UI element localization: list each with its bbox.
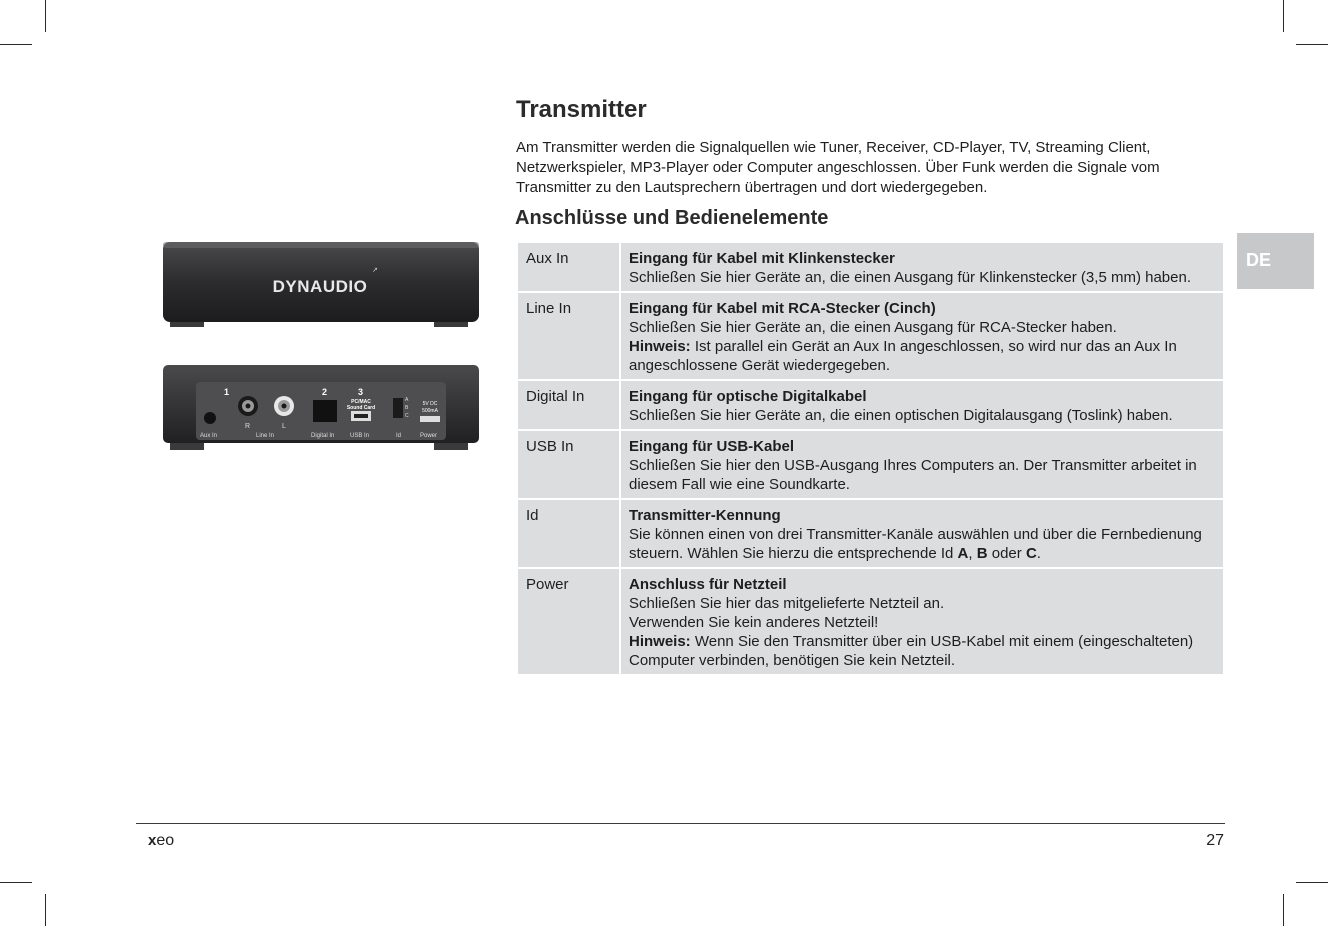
row-label: USB In <box>517 430 620 499</box>
rca-l-label: L <box>282 423 286 430</box>
table-row <box>517 292 1224 380</box>
row-heading: Eingang für Kabel mit RCA-Stecker (Cinch) <box>629 300 936 317</box>
row-label: Power <box>517 568 620 675</box>
row-heading: Eingang für Kabel mit Klinkenstecker <box>629 250 895 267</box>
row-text: Sie können einen von drei Transmitter-Kanäle auswählen und über die Fernbedienung steuern. Wählen Sie hierzu die entsprechende Id A, B oder C. <box>629 526 1202 562</box>
footer-divider <box>136 823 1225 824</box>
language-tab-de: DE <box>1237 233 1314 289</box>
port-number-2: 2 <box>322 387 328 397</box>
row-text-2: Verwenden Sie kein anderes Netzteil! <box>629 614 879 631</box>
id-b-label: B <box>405 405 409 411</box>
id-port-label: Id <box>396 433 402 439</box>
row-description <box>620 430 1224 499</box>
row-label: Digital In <box>517 380 620 430</box>
row-text: Schließen Sie hier Geräte an, die einen Ausgang für Klinkenstecker (3,5 mm) haben. <box>629 269 1191 286</box>
table-row <box>517 242 1224 292</box>
intro-paragraph: Am Transmitter werden die Signalquellen wie Tuner, Receiver, CD-Player, TV, Streaming Client, Netzwerkspieler, MP3-Player oder Computer angeschlossen. Über Funk werden die Signale vom Transmitter zu den Lautsprechern übertragen und dort wiedergegeben. <box>516 139 1160 196</box>
id-c-label: C <box>405 413 409 419</box>
note-label: Hinweis: <box>629 633 691 650</box>
usb-in-port-label: USB In <box>350 433 370 439</box>
row-note <box>629 337 1217 375</box>
svg-text:↗: ↗ <box>372 266 378 274</box>
row-label: Id <box>517 499 620 568</box>
row-heading: Eingang für USB-Kabel <box>629 438 795 455</box>
footer-brand <box>148 832 174 850</box>
crop-mark <box>1283 894 1284 926</box>
brand-text: eo <box>156 832 175 849</box>
rca-r-label: R <box>245 423 251 430</box>
row-description <box>620 242 1224 292</box>
page-number: 27 <box>1206 832 1224 849</box>
table-row <box>517 499 1224 568</box>
table-row <box>517 430 1224 499</box>
row-heading: Eingang für optische Digitalkabel <box>629 388 867 405</box>
row-description <box>620 499 1224 568</box>
note-text: Wenn Sie den Transmitter über ein USB-Kabel mit einem (eingeschalteten) Computer verbinden, benötigen Sie kein Netzteil. <box>629 633 1194 669</box>
table-row <box>517 380 1224 430</box>
soundcard-label: Sound Card <box>346 405 376 411</box>
row-description <box>620 380 1224 430</box>
row-text: Schließen Sie hier das mitgelieferte Netzteil an. <box>629 595 945 612</box>
id-a-label: A <box>405 397 409 403</box>
crop-mark <box>1296 44 1328 45</box>
crop-mark <box>0 882 32 883</box>
row-description <box>620 292 1224 380</box>
note-label: Hinweis: <box>629 338 691 355</box>
page-title: Transmitter <box>516 96 647 123</box>
id-option-b: B <box>976 545 988 562</box>
crop-mark <box>1283 0 1284 32</box>
row-note <box>629 632 1217 670</box>
pcmac-label: PC/MAC <box>351 399 371 405</box>
port-number-3: 3 <box>358 387 364 397</box>
row-text: Schließen Sie hier Geräte an, die einen Ausgang für RCA-Stecker haben. <box>629 319 1117 336</box>
crop-mark <box>45 0 46 32</box>
row-heading: Transmitter-Kennung <box>629 507 781 524</box>
port-number-1: 1 <box>224 387 230 397</box>
transmitter-back-illustration <box>162 364 480 452</box>
crop-mark <box>0 44 32 45</box>
digital-in-port-label: Digital In <box>311 433 335 439</box>
note-text: Ist parallel ein Gerät an Aux In angeschlossen, so wird nur das an Aux In angeschlossene Gerät wiedergegeben. <box>629 338 1177 374</box>
id-option-c: C <box>1025 545 1037 562</box>
connections-table <box>516 241 1225 676</box>
dynaudio-logo: DYNAUDIO <box>272 277 368 296</box>
transmitter-front-illustration <box>162 241 480 329</box>
section-subtitle: Anschlüsse und Bedienelemente <box>515 207 829 229</box>
row-label: Line In <box>517 292 620 380</box>
crop-mark <box>1296 882 1328 883</box>
row-label: Aux In <box>517 242 620 292</box>
ma-label: 500mA <box>422 408 438 414</box>
table-row <box>517 568 1224 675</box>
row-description <box>620 568 1224 675</box>
aux-in-port-label: Aux In <box>200 433 218 439</box>
line-in-port-label: Line In <box>256 433 275 439</box>
crop-mark <box>45 894 46 926</box>
row-text: Schließen Sie hier den USB-Ausgang Ihres Computers an. Der Transmitter arbeitet in diesem Fall wie eine Soundkarte. <box>629 457 1197 493</box>
row-text: Schließen Sie hier Geräte an, die einen optischen Digitalausgang (Toslink) haben. <box>629 407 1173 424</box>
vdc-label: 5V DC <box>422 401 438 407</box>
id-option-a: A <box>957 545 969 562</box>
row-heading: Anschluss für Netzteil <box>629 576 787 593</box>
power-port-label: Power <box>420 433 438 439</box>
brand-x-mark: x <box>148 832 157 849</box>
